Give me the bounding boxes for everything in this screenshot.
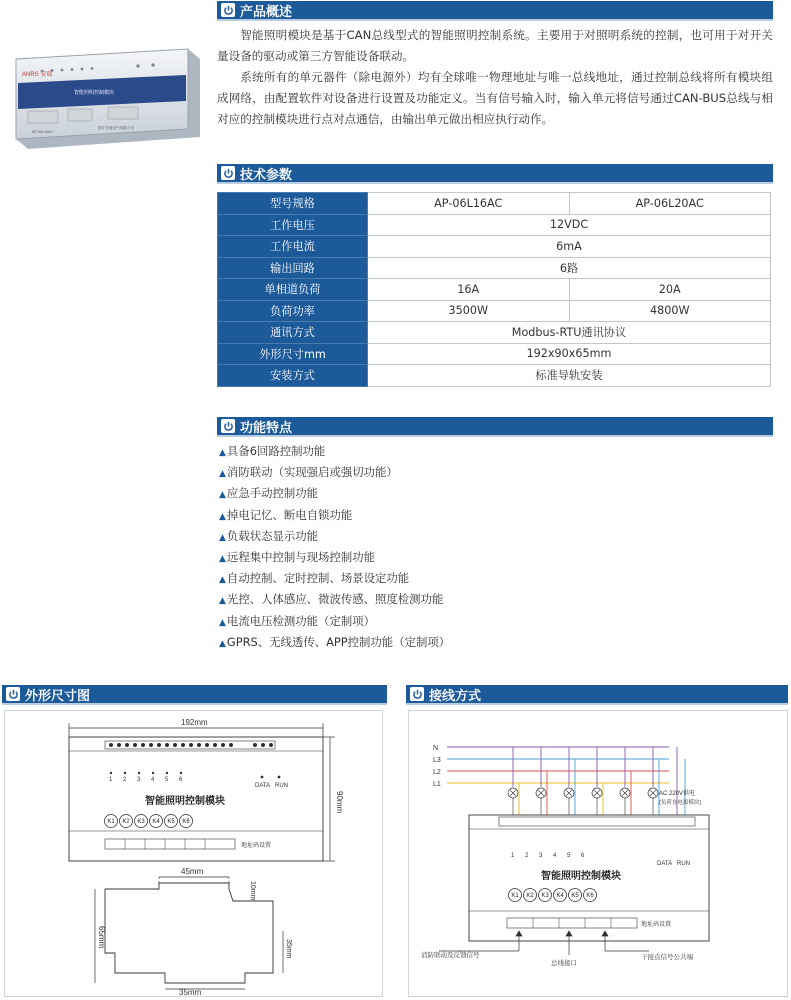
key-label: K1 — [107, 819, 115, 825]
feature-text: 消防联动（实现强启或强切功能） — [226, 465, 398, 480]
section-title: 功能特点 — [240, 420, 293, 436]
address-setting-label: 地址码设置 — [641, 922, 672, 928]
feature-text: 电流电压检测功能（定制项） — [226, 613, 376, 628]
channel-number: 5 — [567, 853, 571, 859]
list-item — [219, 462, 450, 483]
ac-supply-note: AC 220V供电 — [659, 791, 696, 797]
table-row — [218, 193, 771, 215]
led-label-data: DATA — [657, 861, 673, 867]
feature-text: 自动控制、定时控制、场景设定功能 — [226, 571, 410, 586]
key-label: K5 — [571, 893, 579, 899]
feature-text: 应急手动控制功能 — [226, 486, 319, 501]
section-header-features — [217, 417, 773, 437]
channel-number: 2 — [525, 853, 529, 859]
dimension-drawing-panel — [4, 710, 383, 997]
triangle-bullet-icon: ▲ — [219, 532, 226, 543]
list-item — [219, 632, 450, 653]
led-label-run: RUN — [677, 861, 690, 867]
channel-number: 3 — [539, 853, 543, 859]
spec-value: 标准导轨安装 — [368, 365, 771, 387]
module-title: 智能照明控制模块 — [541, 871, 621, 882]
list-item — [219, 483, 450, 504]
section-title: 接线方式 — [429, 688, 482, 704]
triangle-bullet-icon: ▲ — [219, 553, 226, 564]
triangle-bullet-icon: ▲ — [219, 617, 226, 628]
section-header-dimensions — [2, 685, 387, 705]
triangle-bullet-icon: ▲ — [219, 448, 226, 458]
list-item — [219, 568, 450, 589]
table-row — [218, 300, 771, 322]
table-row — [218, 257, 771, 279]
spec-label: 安装方式 — [218, 365, 368, 387]
wiring-diagram — [409, 711, 787, 996]
section-title: 外形尺寸图 — [25, 688, 91, 704]
key-label: K2 — [122, 819, 130, 825]
key-label: K6 — [182, 819, 190, 825]
spec-label: 工作电压 — [218, 214, 368, 236]
spec-value: 16A — [368, 279, 570, 301]
channel-number: 4 — [151, 777, 155, 783]
spec-value: 6mA — [368, 236, 771, 258]
product-model-mark: AP-06L16AC — [32, 130, 53, 134]
list-item — [219, 441, 450, 462]
triangle-bullet-icon: ▲ — [219, 596, 226, 607]
fire-link-label: 消防联动及反馈信号 — [421, 952, 480, 959]
spec-value: 6路 — [368, 257, 771, 279]
spec-value: 192x90x65mm — [368, 343, 771, 365]
spec-value: AP-06L16AC — [368, 193, 570, 215]
key-label: K3 — [541, 893, 549, 899]
channel-number: 3 — [137, 777, 141, 783]
dim-height-label: 90mm — [335, 791, 344, 814]
led-label-data: DATA — [255, 783, 271, 789]
spec-label: 输出回路 — [218, 257, 368, 279]
product-maker-mark: 浙江安瑞电气有限公司 — [98, 126, 134, 130]
list-item — [219, 526, 450, 547]
spec-value: AP-06L20AC — [569, 193, 771, 215]
table-row — [218, 214, 771, 236]
spec-label: 单相道负荷 — [218, 279, 368, 301]
key-label: K4 — [556, 893, 564, 899]
table-row — [218, 279, 771, 301]
channel-number: 5 — [165, 777, 169, 783]
feature-text: 掉电记忆、断电自锁功能 — [226, 507, 353, 522]
dimension-drawing — [5, 711, 382, 996]
list-item — [219, 547, 450, 568]
spec-label: 工作电流 — [218, 236, 368, 258]
spec-label: 型号规格 — [218, 193, 368, 215]
dim-top-gap-label: 10mm — [249, 881, 256, 901]
table-row — [218, 343, 771, 365]
table-row — [218, 365, 771, 387]
feature-list — [219, 441, 450, 653]
line-label-n: N — [433, 745, 439, 752]
section-header-overview — [217, 1, 773, 21]
spec-value: Modbus-RTU通讯协议 — [368, 322, 771, 344]
dry-contact-label: 干接点信号公共端 — [641, 954, 693, 961]
key-label: K1 — [511, 893, 519, 899]
led-label-run: RUN — [275, 783, 288, 789]
channel-number: 2 — [123, 777, 127, 783]
triangle-bullet-icon: ▲ — [219, 469, 226, 480]
overview-paragraph: 智能照明模块是基于CAN总线型式的智能照明控制系统。主要用于对照明系统的控制，也可用于对开关量设备的驱动或第三方智能设备联动。 — [217, 28, 773, 63]
spec-label: 外形尺寸mm — [218, 343, 368, 365]
key-label: K5 — [167, 819, 175, 825]
dim-base-label: 35mm — [179, 988, 202, 996]
triangle-bullet-icon: ▲ — [219, 490, 226, 501]
product-photo — [8, 45, 203, 155]
overview-paragraph: 系统所有的单元器件（除电源外）均有全球唯一物理地址与唯一总线地址，通过控制总线将所有模块组成网络，由配置软件对设备进行设置及功能定义。当有信号输入时，输入单元将信号通过CAN-BUS总线与相对应的控制模块进行点对点通信，由输出单元做出相应执行动作。 — [217, 70, 773, 126]
channel-number: 1 — [511, 853, 515, 859]
power-icon — [6, 687, 20, 701]
dim-width-label: 192mm — [181, 718, 208, 727]
triangle-bullet-icon: ▲ — [219, 511, 226, 522]
module-title: 智能照明控制模块 — [145, 796, 225, 807]
section-title: 产品概述 — [240, 4, 293, 20]
triangle-bullet-icon: ▲ — [219, 638, 226, 649]
key-label: K6 — [586, 893, 594, 899]
spec-label: 负荷功率 — [218, 300, 368, 322]
feature-text: 具备6回路控制功能 — [226, 444, 326, 458]
feature-text: 负载状态显示功能 — [226, 528, 319, 543]
spec-label: 通讯方式 — [218, 322, 368, 344]
section-header-wiring — [406, 685, 788, 705]
channel-number: 4 — [553, 853, 557, 859]
feature-text: 远程集中控制与现场控制功能 — [226, 549, 376, 564]
key-label: K2 — [526, 893, 534, 899]
product-label: 智能照明控制模块 — [74, 90, 115, 96]
bus-interface-label: 总线接口 — [551, 960, 577, 967]
line-label-l2: L2 — [433, 769, 441, 776]
section-title: 技术参数 — [240, 167, 293, 183]
list-item — [219, 589, 450, 610]
spec-value: 12VDC — [368, 214, 771, 236]
brand-logo: ANRS 安瑞 — [22, 72, 53, 78]
overview-text — [217, 25, 773, 130]
line-label-l3: L3 — [433, 757, 441, 764]
list-item — [219, 611, 450, 632]
power-icon — [221, 419, 235, 433]
channel-number: 6 — [581, 853, 585, 859]
spec-value: 4800W — [569, 300, 771, 322]
table-row — [218, 322, 771, 344]
key-label: K4 — [152, 819, 160, 825]
channel-number: 1 — [109, 777, 113, 783]
line-label-l1: L1 — [433, 781, 441, 788]
feature-text: GPRS、无线透传、APP控制功能（定制项） — [226, 634, 451, 649]
power-icon — [221, 3, 235, 17]
power-icon — [221, 166, 235, 180]
dim-side-b-label: 35mm — [285, 939, 292, 959]
triangle-bullet-icon: ▲ — [219, 575, 226, 586]
section-header-specs — [217, 164, 773, 184]
ac-supply-note-2: (负荷直电源模块) — [659, 800, 702, 806]
power-icon — [410, 687, 424, 701]
table-row — [218, 236, 771, 258]
spec-value: 3500W — [368, 300, 570, 322]
spec-value: 20A — [569, 279, 771, 301]
channel-number: 6 — [179, 777, 183, 783]
wiring-diagram-panel — [408, 710, 788, 997]
address-setting-label: 地址码设置 — [241, 843, 272, 849]
list-item — [219, 505, 450, 526]
key-label: K3 — [137, 819, 145, 825]
spec-table — [217, 192, 771, 387]
feature-text: 光控、人体感应、微波传感、照度检测功能 — [226, 592, 444, 607]
dim-depth-label: 45mm — [181, 867, 204, 876]
dim-side-height-label: 65mm — [97, 926, 106, 949]
